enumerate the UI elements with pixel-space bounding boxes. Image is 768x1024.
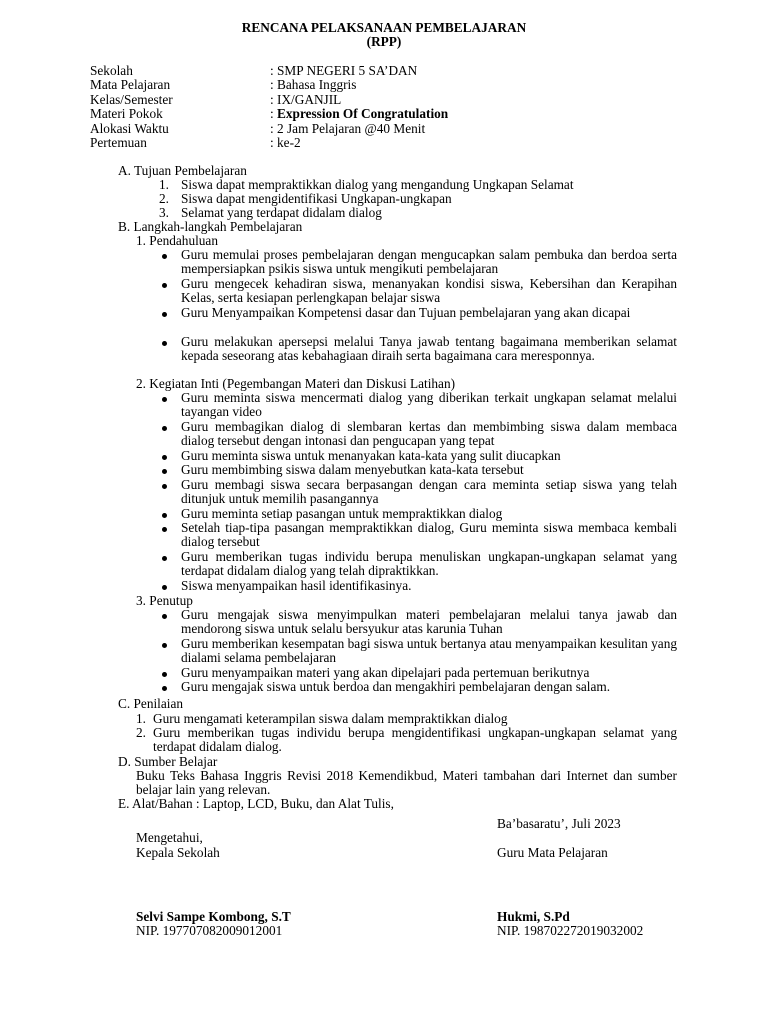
bullet-icon bbox=[162, 527, 167, 532]
subsection-inti-title: 2. Kegiatan Inti (Pegembangan Materi dan Diskusi Latihan) bbox=[136, 376, 456, 391]
list-item-text: Guru membagikan dialog di slembaran kertas dan membimbing siswa dalam membaca dialog tersebut dengan intonasi dan pengucapan yang tepat bbox=[181, 419, 677, 449]
bullet-icon bbox=[162, 283, 167, 288]
info-value: : ke-2 bbox=[270, 135, 301, 150]
guru-role: Guru Mata Pelajaran bbox=[497, 845, 608, 860]
bullet-icon bbox=[162, 513, 167, 518]
document-title: RENCANA PELAKSANAAN PEMBELAJARAN bbox=[241, 20, 527, 35]
info-value bbox=[270, 107, 448, 121]
list-item-text: Guru meminta setiap pasangan untuk mempraktikkan dialog bbox=[181, 506, 503, 521]
list-item-text: Guru mengamati keterampilan siswa dalam mempraktikkan dialog bbox=[153, 711, 508, 726]
bullet-icon bbox=[162, 585, 167, 590]
bullet-icon bbox=[162, 341, 167, 346]
info-label: Mata Pelajaran bbox=[90, 77, 171, 93]
section-a-title: A. Tujuan Pembelajaran bbox=[118, 163, 247, 178]
document-subtitle: (RPP) bbox=[366, 34, 402, 49]
bullet-icon bbox=[162, 312, 167, 317]
list-item-text: Selamat yang terdapat didalam dialog bbox=[181, 205, 382, 220]
section-c-title: C. Penilaian bbox=[118, 696, 183, 711]
bullet-icon bbox=[162, 469, 167, 474]
list-item-text: Siswa menyampaikan hasil identifikasinya. bbox=[181, 578, 412, 593]
info-value-bold: Expression Of Congratulation bbox=[277, 106, 449, 122]
bullet-icon bbox=[162, 254, 167, 259]
list-item-text: Guru Menyampaikan Kompetensi dasar dan Tujuan pembelajaran yang akan dicapai bbox=[181, 305, 631, 320]
bullet-icon bbox=[162, 426, 167, 431]
list-item-text: Guru mengajak siswa menyimpulkan materi pembelajaran melalui tanya jawab dan mendorong siswa untuk selalu bersyukur atas karunia Tuhan bbox=[181, 607, 677, 637]
bullet-icon bbox=[162, 672, 167, 677]
section-b-title: B. Langkah-langkah Pembelajaran bbox=[118, 219, 303, 234]
info-label: Alokasi Waktu bbox=[90, 120, 169, 136]
kepala-sekolah-name: Selvi Sampe Kombong, S.T bbox=[136, 909, 291, 924]
info-label: Sekolah bbox=[90, 63, 133, 78]
list-number: 2. bbox=[136, 725, 146, 740]
list-number: 1. bbox=[159, 177, 169, 192]
bullet-icon bbox=[162, 686, 167, 691]
bullet-icon bbox=[162, 643, 167, 648]
info-label: Materi Pokok bbox=[90, 106, 163, 122]
list-item-text: Guru membimbing siswa dalam menyebutkan kata-kata tersebut bbox=[181, 462, 524, 477]
info-label: Kelas/Semester bbox=[90, 91, 173, 107]
bullet-icon bbox=[162, 484, 167, 489]
bullet-icon bbox=[162, 614, 167, 619]
list-item-text: Guru mengajak siswa untuk berdoa dan mengakhiri pembelajaran dengan salam. bbox=[181, 679, 611, 694]
info-value-prefix: : bbox=[270, 106, 278, 122]
bullet-icon bbox=[162, 397, 167, 402]
list-number: 2. bbox=[159, 191, 169, 206]
subsection-pendahuluan-title: 1. Pendahuluan bbox=[136, 233, 218, 248]
list-item-text: Guru memberikan tugas individu berupa menuliskan ungkapan-ungkapan selamat yang terdapat didalam dialog yang telah dipraktikkan. bbox=[181, 549, 677, 579]
list-item-text: Guru meminta siswa mencermati dialog yang diberikan terkait ungkapan selamat melalui tayangan video bbox=[181, 390, 677, 420]
bullet-icon bbox=[162, 556, 167, 561]
kepala-sekolah-nip: NIP. 197707082009012001 bbox=[136, 923, 283, 938]
list-item-text: Siswa dapat mengidentifikasi Ungkapan-ungkapan bbox=[181, 191, 452, 206]
info-label: Pertemuan bbox=[90, 135, 147, 150]
list-item-text: Guru melakukan apersepsi melalui Tanya jawab tentang bagaimana memberikan selamat kepada seseorang atas kebahagiaan diraih serta bagaimana cara meresponnya. bbox=[181, 334, 677, 364]
info-value: : IX/GANJIL bbox=[270, 91, 342, 107]
list-item-text: Guru memberikan tugas individu berupa mengidentifikasi ungkapan-ungkapan selamat yang terdapat didalam dialog. bbox=[153, 725, 677, 755]
info-value: : 2 Jam Pelajaran @40 Menit bbox=[270, 120, 426, 136]
sumber-belajar-text: Buku Teks Bahasa Inggris Revisi 2018 Kemendikbud, Materi tambahan dari Internet dan sumber belajar lain yang relevan. bbox=[136, 768, 677, 798]
list-item-text: Guru menyampaikan materi yang akan dipelajari pada pertemuan berikutnya bbox=[181, 665, 590, 680]
list-item-text: Siswa dapat mempraktikkan dialog yang mengandung Ungkapan Selamat bbox=[181, 177, 574, 192]
list-item-text: Guru memulai proses pembelajaran dengan mengucapkan salam pembuka dan berdoa serta mempersiapkan psikis siswa untuk mengikuti pembelajaran bbox=[181, 247, 677, 277]
list-number: 3. bbox=[159, 205, 169, 220]
list-item-text: Guru mengecek kehadiran siswa, menanyakan kondisi siswa, Kebersihan dan Kerapihan Kelas, serta kesiapan perlengkapan belajar siswa bbox=[181, 276, 677, 306]
info-value: : Bahasa Inggris bbox=[270, 77, 357, 93]
guru-nip: NIP. 198702272019032002 bbox=[497, 923, 644, 938]
info-value: : SMP NEGERI 5 SA’DAN bbox=[270, 63, 418, 78]
section-d-title: D. Sumber Belajar bbox=[118, 754, 218, 769]
section-e-title: E. Alat/Bahan : Laptop, LCD, Buku, dan Alat Tulis, bbox=[118, 796, 394, 811]
mengetahui-label: Mengetahui, bbox=[136, 830, 203, 845]
list-item-text: Guru meminta siswa untuk menanyakan kata-kata yang sulit diucapkan bbox=[181, 448, 561, 463]
place-date: Ba’basaratu’, Juli 2023 bbox=[497, 816, 621, 831]
list-item-text: Setelah tiap-tipa pasangan mempraktikkan dialog, Guru meminta siswa membaca kembali dialog tersebut bbox=[181, 520, 677, 550]
list-number: 1. bbox=[136, 711, 146, 726]
list-item-text: Guru membagi siswa secara berpasangan dengan cara meminta setiap siswa yang telah ditunjuk untuk memilih pasangannya bbox=[181, 477, 677, 507]
bullet-icon bbox=[162, 455, 167, 460]
subsection-penutup-title: 3. Penutup bbox=[136, 593, 193, 608]
guru-name: Hukmi, S.Pd bbox=[497, 909, 570, 924]
kepala-sekolah-role: Kepala Sekolah bbox=[136, 845, 220, 860]
list-item-text: Guru memberikan kesempatan bagi siswa untuk bertanya atau menyampaikan kesulitan yang dialami selama pembelajaran bbox=[181, 636, 677, 666]
